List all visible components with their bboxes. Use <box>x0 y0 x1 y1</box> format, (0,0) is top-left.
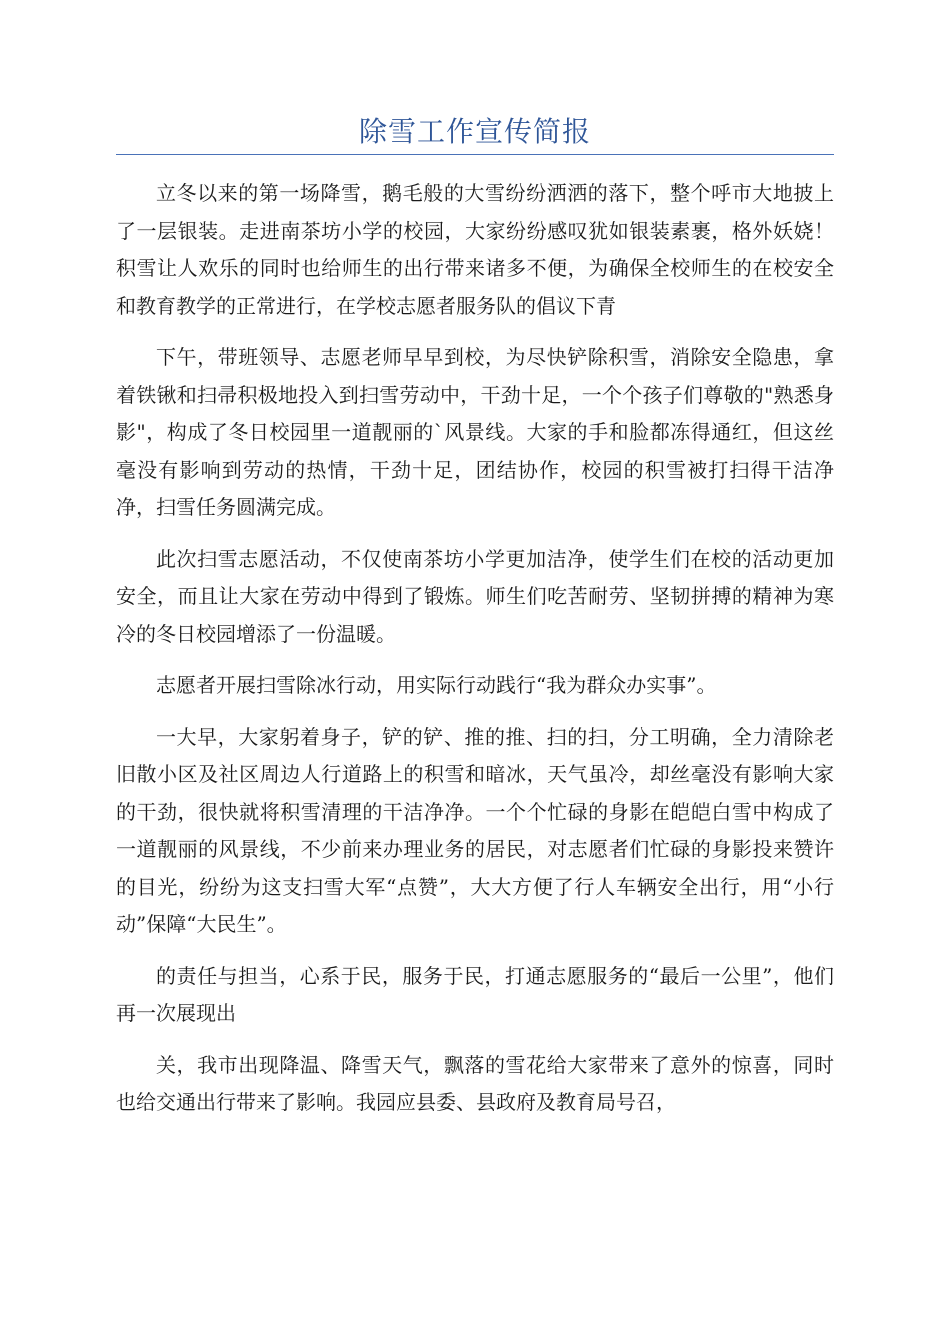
paragraph-6: 的责任与担当，心系于民，服务于民，打通志愿服务的“最后一公里”，他们再一次展现出 <box>116 963 834 1025</box>
paragraph-3: 此次扫雪志愿活动，不仅使南茶坊小学更加洁净，使学生们在校的活动更加安全，而且让大家在劳动中得到了锻炼。师生们吃苦耐劳、坚韧拼搏的精神为寒冷的冬日校园增添了一份温暖。 <box>116 546 834 646</box>
document-title: 除雪工作宣传简报 <box>358 115 591 148</box>
document-body <box>116 175 834 1136</box>
title-underline <box>116 154 834 155</box>
paragraph-4: 志愿者开展扫雪除冰行动，用实际行动践行“我为群众办实事”。 <box>156 673 717 697</box>
paragraph-2: 下午，带班领导、志愿老师早早到校，为尽快铲除积雪，消除安全隐患，拿着铁锹和扫帚积极地投入到扫雪劳动中，干劲十足，一个个孩子们尊敬的"熟悉身影"，构成了冬日校园里一道靓丽的`风景线。大家的手和脸都冻得通红，但这丝毫没有影响到劳动的热情，干劲十足，团结协作，校园的积雪被打扫得干洁净净，扫雪任务圆满完成。 <box>116 345 834 519</box>
paragraph-7: 关，我市出现降温、降雪天气，飘落的雪花给大家带来了意外的惊喜，同时也给交通出行带来了影响。我园应县委、县政府及教育局号召， <box>116 1052 834 1114</box>
paragraph-5: 一大早，大家躬着身子，铲的铲、推的推、扫的扫，分工明确，全力清除老旧散小区及社区周边人行道路上的积雪和暗冰，天气虽冷，却丝毫没有影响大家的干劲，很快就将积雪清理的干洁净净。一个个忙碌的身影在皑皑白雪中构成了一道靓丽的风景线，不少前来办理业务的居民，对志愿者们忙碌的身影投来赞许的目光，纷纷为这支扫雪大军“点赞”，大大方便了行人车辆安全出行，用“小行动”保障“大民生”。 <box>116 724 834 936</box>
paragraph-1: 立冬以来的第一场降雪，鹅毛般的大雪纷纷洒洒的落下，整个呼市大地披上了一层银装。走进南茶坊小学的校园，大家纷纷感叹犹如银装素裹，格外妖娆！积雪让人欢乐的同时也给师生的出行带来诸多不便，为确保全校师生的在校安全和教育教学的正常进行，在学校志愿者服务队的倡议下青 <box>116 181 834 318</box>
